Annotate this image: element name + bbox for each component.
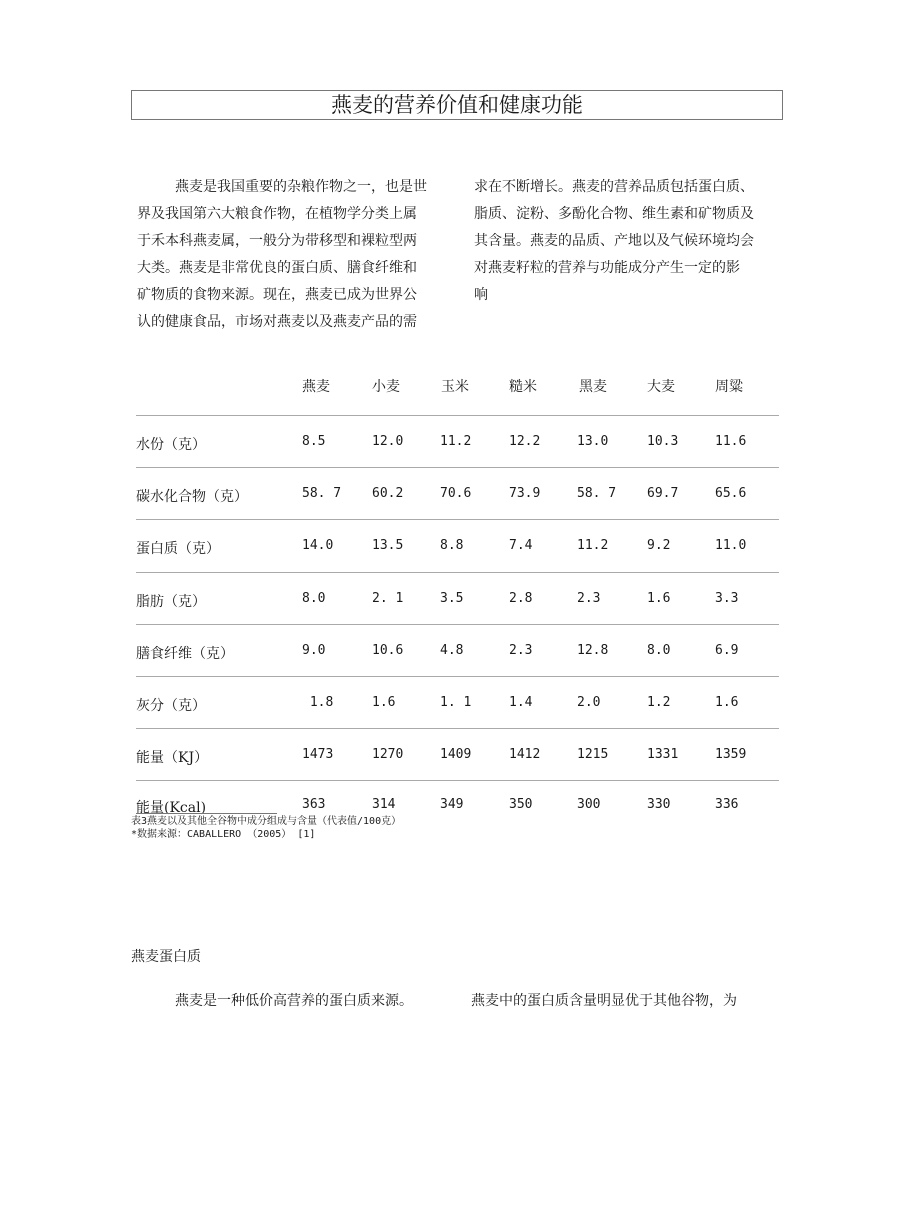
table-cell: 11.6 — [715, 434, 747, 449]
table-cell: 1473 — [302, 747, 334, 762]
column-header: 糙米 — [509, 379, 537, 395]
intro-line: 对燕麦籽粒的营养与功能成分产生一定的影 — [474, 260, 740, 276]
table-caption — [131, 815, 401, 841]
table-cell: 12.0 — [372, 434, 404, 449]
table-cell: 1. 1 — [440, 695, 472, 710]
table-cell: 1359 — [715, 747, 747, 762]
table-cell: 314 — [372, 797, 396, 812]
column-header: 大麦 — [647, 379, 675, 395]
intro-line: 于禾本科燕麦属，一般分为带移型和裸粒型两 — [137, 233, 417, 249]
table-cell: 1331 — [647, 747, 679, 762]
section-heading: 燕麦蛋白质 — [131, 949, 201, 965]
table-cell: 300 — [577, 797, 601, 812]
table-cell: 1409 — [440, 747, 472, 762]
intro-line: 脂质、淀粉、多酚化合物、维生素和矿物质及 — [474, 206, 754, 222]
table-cell: 3.5 — [440, 591, 464, 606]
table-header-row — [136, 376, 779, 404]
table-rule — [136, 624, 779, 625]
table-cell: 1.4 — [509, 695, 533, 710]
table-cell: 8.0 — [302, 591, 326, 606]
table-cell: 73.9 — [509, 486, 541, 501]
table-cell: 70.6 — [440, 486, 472, 501]
row-label: 蛋白质（克） — [136, 541, 220, 557]
intro-left-column — [137, 174, 440, 336]
column-header: 燕麦 — [302, 379, 330, 395]
intro-line: 矿物质的食物来源。现在，燕麦已成为世界公 — [137, 287, 417, 303]
row-label: 水份（克） — [136, 437, 206, 453]
table-cell: 58. 7 — [302, 486, 342, 501]
table-cell: 60.2 — [372, 486, 404, 501]
table-row — [136, 643, 779, 667]
intro-line: 认的健康食品，市场对燕麦以及燕麦产品的需 — [137, 314, 417, 330]
table-cell: 8.0 — [647, 643, 671, 658]
table-cell: 1.2 — [647, 695, 671, 710]
table-cell: 2.0 — [577, 695, 601, 710]
row-label: 能量（KJ） — [136, 750, 209, 766]
intro-line: 其含量。燕麦的品质、产地以及气候环境均会 — [474, 233, 754, 249]
table-row — [136, 591, 779, 615]
table-cell: 11.2 — [577, 538, 609, 553]
table-rule — [136, 676, 779, 677]
table-row — [136, 434, 779, 458]
table-row — [136, 695, 779, 719]
intro-line: 大类。燕麦是非常优良的蛋白质、膳食纤维和 — [137, 260, 417, 276]
table-cell: 4.8 — [440, 643, 464, 658]
table-cell: 350 — [509, 797, 533, 812]
row-label: 能量(Kcal) — [136, 800, 207, 816]
table-cell: 2.8 — [509, 591, 533, 606]
intro-line: 求在不断增长。燕麦的营养品质包括蛋白质、 — [474, 179, 754, 195]
table-cell: 14.0 — [302, 538, 334, 553]
table-rule — [136, 415, 779, 416]
table-cell: 65.6 — [715, 486, 747, 501]
table-cell: 1270 — [372, 747, 404, 762]
table-rule — [136, 572, 779, 573]
intro-line: 燕麦是我国重要的杂粮作物之一，也是世 — [175, 179, 427, 195]
table-row — [136, 486, 779, 510]
table-cell: 363 — [302, 797, 326, 812]
table-cell: 10.6 — [372, 643, 404, 658]
table-cell: 2. 1 — [372, 591, 404, 606]
table-rule — [136, 780, 779, 781]
table-row — [136, 747, 779, 771]
table-cell: 336 — [715, 797, 739, 812]
last-label-underline — [136, 813, 277, 814]
row-label: 脂肪（克） — [136, 594, 206, 610]
table-cell: 2.3 — [577, 591, 601, 606]
table-cell: 1.6 — [372, 695, 396, 710]
table-rule — [136, 728, 779, 729]
intro-line: 界及我国第六大粮食作物，在植物学分类上属 — [137, 206, 417, 222]
column-header: 周粱 — [715, 379, 743, 395]
table-cell: 1.8 — [302, 695, 334, 710]
table-cell: 330 — [647, 797, 671, 812]
table-cell: 8.8 — [440, 538, 464, 553]
table-cell: 1.6 — [715, 695, 739, 710]
intro-right-column — [474, 174, 774, 309]
table-rule — [136, 467, 779, 468]
caption-line: 表3燕麦以及其他全谷物中成分组成与含量（代表值/100克） — [131, 816, 402, 827]
table-cell: 2.3 — [509, 643, 533, 658]
table-cell: 11.0 — [715, 538, 747, 553]
table-cell: 9.0 — [302, 643, 326, 658]
column-header: 玉米 — [441, 379, 469, 395]
table-cell: 1412 — [509, 747, 541, 762]
page-title: 燕麦的营养价值和健康功能 — [131, 90, 783, 120]
table-cell: 13.5 — [372, 538, 404, 553]
row-label: 碳水化合物（克） — [136, 489, 248, 505]
table-cell: 12.2 — [509, 434, 541, 449]
table-cell: 8.5 — [302, 434, 326, 449]
table-cell: 12.8 — [577, 643, 609, 658]
table-cell: 349 — [440, 797, 464, 812]
row-label: 灰分（克） — [136, 698, 206, 714]
intro-line: 响 — [474, 287, 488, 303]
table-row — [136, 538, 779, 562]
paragraph-part: 燕麦中的蛋白质含量明显优于其他谷物，为 — [471, 993, 737, 1009]
table-cell: 58. 7 — [577, 486, 617, 501]
table-cell: 13.0 — [577, 434, 609, 449]
column-header: 黑麦 — [579, 379, 607, 395]
row-label: 膳食纤维（克） — [136, 646, 234, 662]
table-cell: 1215 — [577, 747, 609, 762]
column-header: 小麦 — [372, 379, 400, 395]
table-cell: 3.3 — [715, 591, 739, 606]
table-cell: 1.6 — [647, 591, 671, 606]
paragraph-part: 燕麦是一种低价高营养的蛋白质来源。 — [175, 993, 413, 1009]
table-cell: 10.3 — [647, 434, 679, 449]
table-cell: 7.4 — [509, 538, 533, 553]
table-cell: 6.9 — [715, 643, 739, 658]
table-rule — [136, 519, 779, 520]
table-cell: 9.2 — [647, 538, 671, 553]
table-cell: 11.2 — [440, 434, 472, 449]
table-cell: 69.7 — [647, 486, 679, 501]
caption-line: *数据来源：CABALLERO （2005） [1] — [131, 829, 316, 840]
